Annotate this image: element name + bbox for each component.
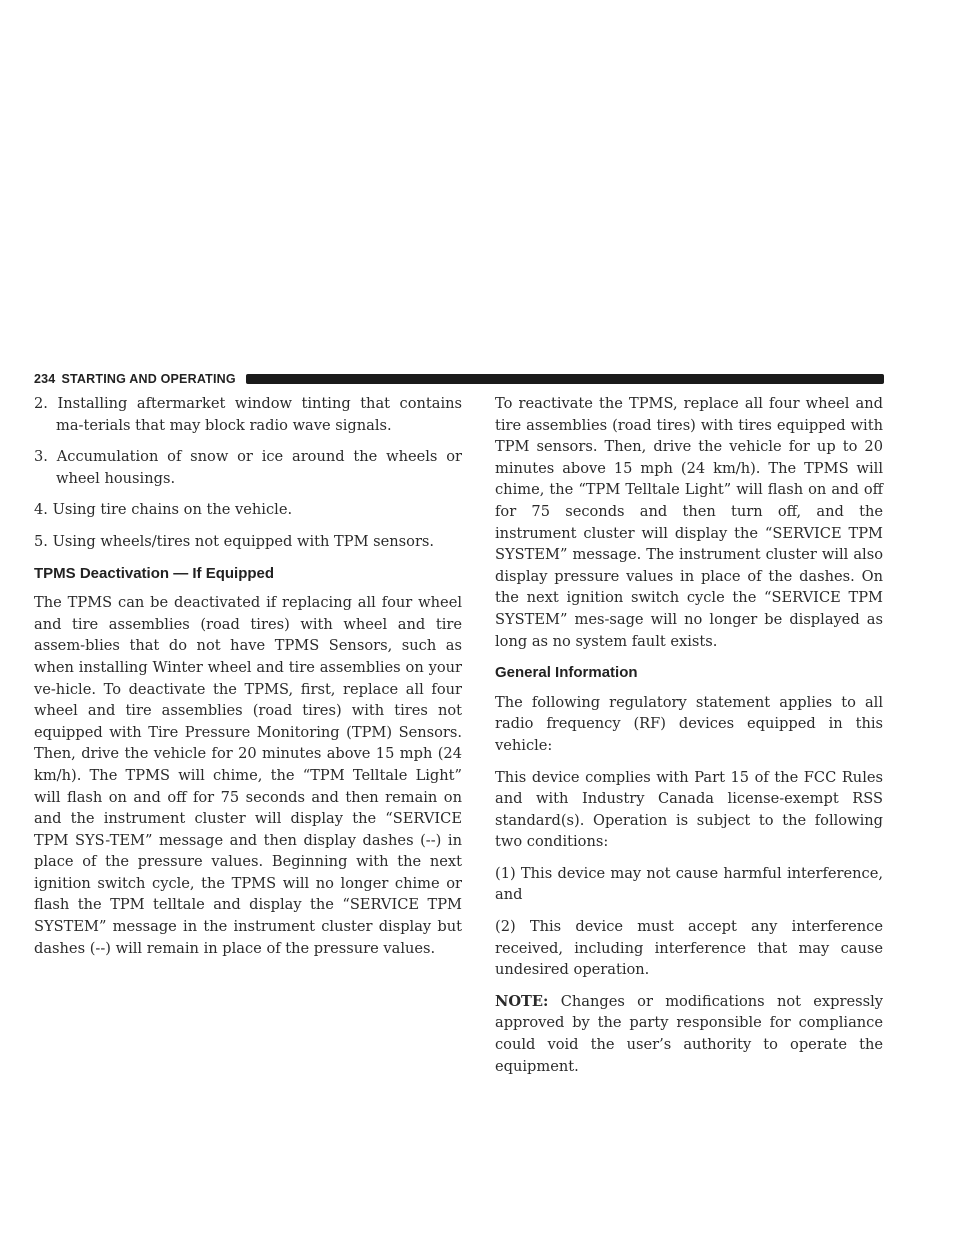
deactivation-paragraph: The TPMS can be deactivated if replacing all four wheel and tire assemblies (road tires) with wheel and tire assem-blies that do not have TPMS Sensors, such as when installing Winter wheel and tire assemblies on your ve-hicle. To deactivate the TPMS, first, replace all four wheel and tire assemblies (road tires) with tires not equipped with Tire Pressure Monitoring (TPM) Sensors. Then, drive the vehicle for 20 minutes above 15 mph (24 km/h). The TPMS will chime, the “TPM Telltale Light” will flash on and off for 75 seconds and then remain on and the instrument cluster will display the “SERVICE TPM SYS-TEM” message and then display dashes (--) in place of the pressure values. Beginning with the next ignition switch cycle, the TPMS will no longer chime or flash the TPM telltale and display the “SERVICE TPM SYSTEM” message in the instrument cluster display but dashes (--) will remain in place of the pressure values.	[34, 594, 462, 957]
list-item-text: Accumulation of snow or ice around the wheels or wheel housings.	[56, 448, 462, 487]
deactivation-heading: TPMS Deactivation — If Equipped	[34, 564, 275, 582]
list-item-text: Using wheels/tires not equipped with TPM sensors.	[52, 532, 435, 550]
list-item	[34, 393, 462, 436]
list-item-number: 3.	[34, 448, 48, 466]
page-number: 234	[34, 371, 56, 386]
condition-1-paragraph: (1) This device may not cause harmful interference, and	[495, 864, 883, 904]
note-text: Changes or modifications not expressly approved by the party responsible for compliance could void the user’s authority to operate the equipment.	[495, 992, 883, 1075]
page-header	[34, 371, 884, 386]
header-rule	[246, 374, 884, 384]
list-item-number: 4.	[34, 501, 48, 519]
list-item-text: Installing aftermarket window tinting that contains ma-terials that may block radio wave signals.	[56, 395, 462, 434]
left-column	[34, 393, 462, 969]
reactivation-paragraph: To reactivate the TPMS, replace all four wheel and tire assemblies (road tires) with tires equipped with TPM sensors. Then, drive the vehicle for up to 20 minutes above 15 mph (24 km/h). The TPMS will chime, the “TPM Telltale Light” will flash on and off for 75 seconds and then turn off, and the instrument cluster will display the “SERVICE TPM SYSTEM” message. The instrument cluster will also display pressure values in place of the dashes. On the next ignition switch cycle the “SERVICE TPM SYSTEM” mes-sage will no longer be displayed as long as no system fault exists.	[495, 395, 883, 650]
fcc-statement-paragraph: This device complies with Part 15 of the FCC Rules and with Industry Canada license-exempt RSS standard(s). Operation is subject to the following two conditions:	[495, 768, 883, 851]
list-item-number: 2.	[34, 395, 48, 412]
general-information-heading: General Information	[495, 664, 638, 682]
right-column	[495, 393, 883, 1087]
list-item	[34, 446, 462, 489]
list-item	[34, 499, 462, 521]
note-paragraph	[495, 991, 883, 1077]
section-title-header: STARTING AND OPERATING	[61, 371, 236, 386]
note-label: NOTE:	[495, 992, 549, 1010]
list-item	[34, 531, 462, 553]
general-intro-paragraph: The following regulatory statement applies to all radio frequency (RF) devices equipped in this vehicle:	[495, 693, 883, 754]
condition-2-paragraph: (2) This device must accept any interference received, including interference that may cause undesired operation.	[495, 918, 883, 979]
list-item-number: 5.	[34, 532, 48, 550]
list-item-text: Using tire chains on the vehicle.	[52, 501, 293, 519]
